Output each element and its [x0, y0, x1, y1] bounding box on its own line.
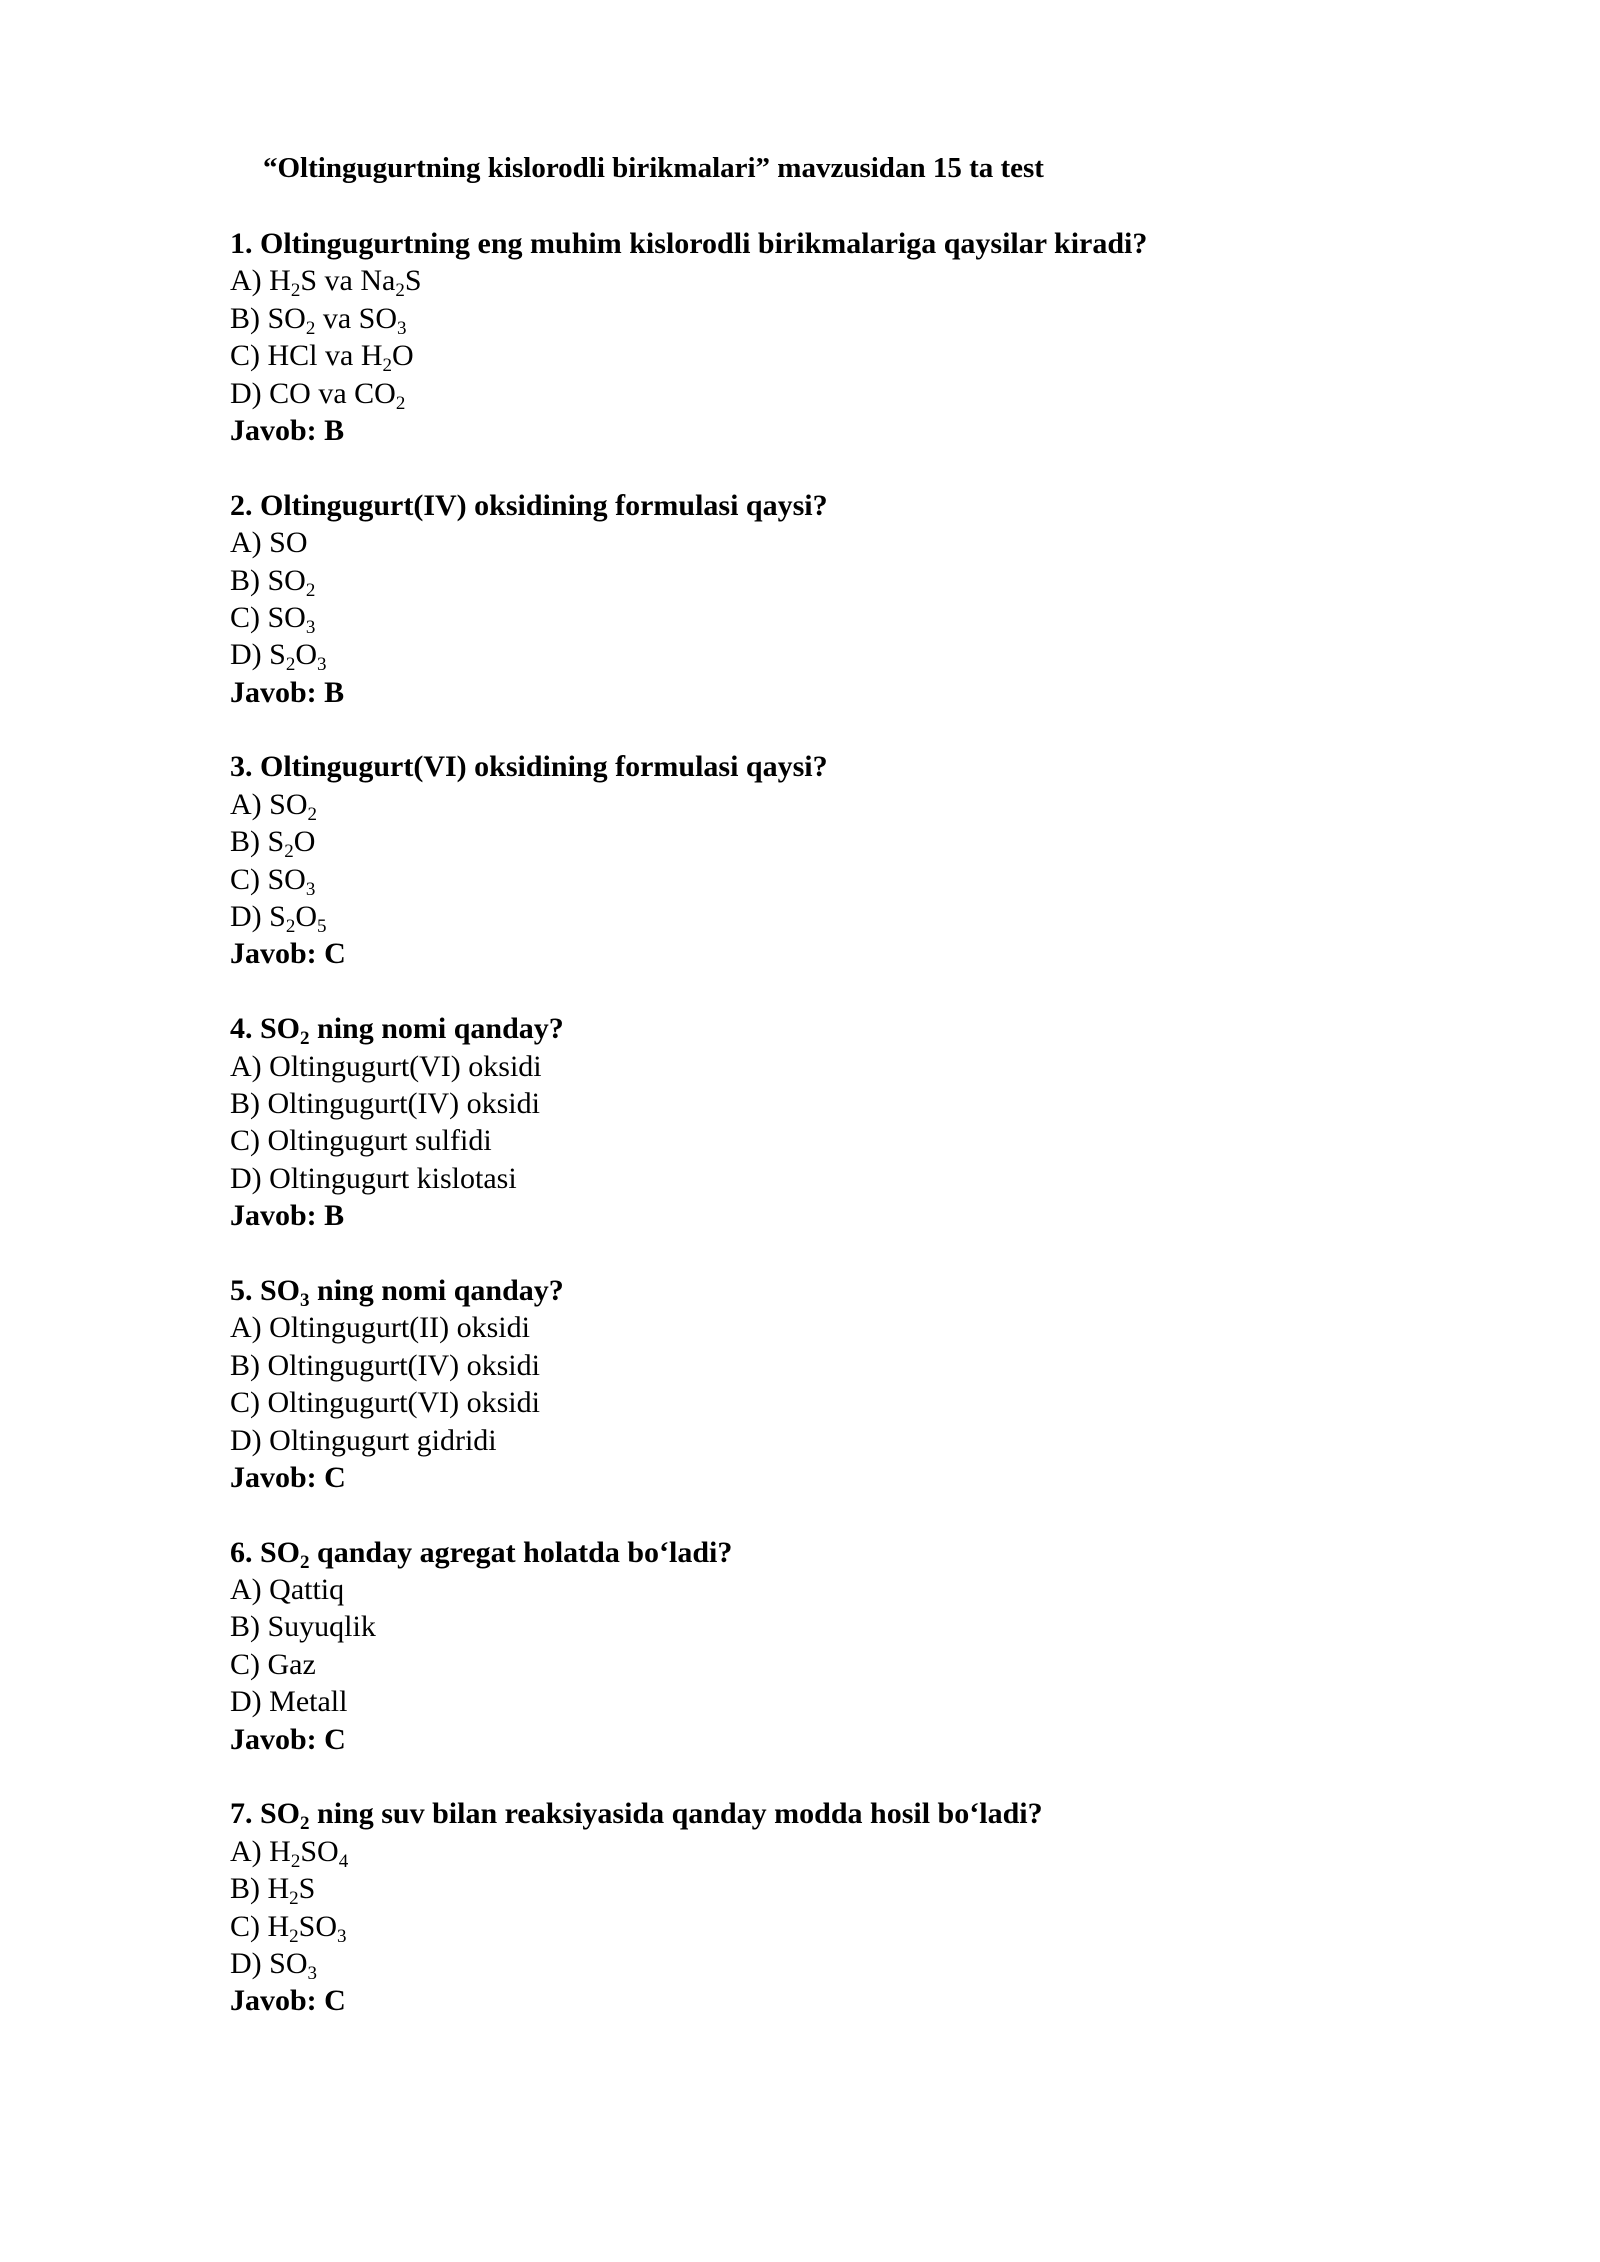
text-run: C) Gaz [230, 1647, 316, 1681]
subscript: 2 [284, 841, 294, 863]
subscript: 2 [289, 1925, 299, 1947]
question-block [230, 1272, 1430, 1534]
text-run: ning suv bilan reaksiyasida qanday modda hosil bo‘ladi? [309, 1797, 1043, 1831]
text-run: O [392, 339, 414, 373]
correct-answer: Javob: C [230, 1984, 346, 2018]
answer-option [230, 1608, 1430, 1645]
text-run: 7. SO [230, 1797, 301, 1831]
question-text [230, 1010, 1430, 1050]
question-text [230, 487, 1430, 524]
text-run: A) SO [230, 526, 308, 560]
answer-option [230, 1122, 1430, 1159]
question-spacer [230, 1758, 1430, 1795]
text-run: B) SO [230, 563, 306, 597]
text-run: 2. Oltingugurt(IV) oksidining formulasi qaysi? [230, 488, 828, 522]
answer-option [230, 636, 1430, 676]
question-text [230, 1534, 1430, 1571]
subscript: 2 [285, 916, 296, 938]
answer-option [230, 1160, 1430, 1197]
question-spacer [230, 449, 1430, 486]
subscript: 2 [300, 1551, 310, 1573]
question-spacer [230, 1235, 1430, 1272]
answer-option [230, 823, 1430, 863]
subscript: 2 [285, 654, 296, 676]
answer-option [230, 1309, 1430, 1346]
text-run: C) H [230, 1909, 290, 1943]
text-run: O [295, 638, 318, 672]
subscript: 2 [300, 1028, 310, 1050]
answer-option [230, 1908, 1430, 1945]
text-run: A) Oltingugurt(VI) oksidi [230, 1049, 542, 1083]
text-run: ning nomi qanday? [309, 1012, 564, 1046]
text-run: C) Oltingugurt sulfidi [230, 1124, 492, 1158]
text-run: B) SO [230, 301, 306, 335]
text-run: B) S [230, 825, 285, 859]
text-run: A) Oltingugurt(II) oksidi [230, 1311, 530, 1345]
text-run: D) SO [230, 1946, 308, 1980]
question-block [230, 748, 1430, 1010]
subscript: 2 [305, 579, 316, 601]
text-run: D) S [230, 900, 286, 934]
answer-option [230, 524, 1430, 561]
text-run: 6. SO [230, 1535, 301, 1569]
text-run: va SO [315, 301, 398, 335]
correct-answer: Javob: B [230, 675, 345, 709]
answer-option [230, 1085, 1430, 1122]
text-run: S va Na [300, 264, 396, 298]
question-text [230, 225, 1430, 262]
correct-answer: Javob: B [230, 1199, 345, 1233]
question-block [230, 487, 1430, 749]
answer-option [230, 1422, 1430, 1459]
answer-option [230, 562, 1430, 599]
answer-option [230, 300, 1430, 337]
answer-option [230, 1683, 1430, 1720]
text-run: 5. SO [230, 1273, 301, 1307]
document-page [230, 150, 1430, 2020]
answer-option [230, 786, 1430, 823]
answer-option [230, 1571, 1430, 1608]
answer-option [230, 375, 1430, 412]
subscript: 3 [317, 654, 327, 676]
answer-option [230, 1833, 1430, 1870]
text-run: SO [300, 1834, 339, 1868]
question-block [230, 1010, 1430, 1272]
text-run: B) Oltingugurt(IV) oksidi [230, 1348, 540, 1382]
question-block [230, 1534, 1430, 1796]
text-run: D) Metall [230, 1685, 348, 1719]
answer-option [230, 1347, 1430, 1384]
answer-option [230, 861, 1430, 898]
subscript: 3 [337, 1925, 347, 1947]
subscript: 4 [338, 1850, 349, 1872]
text-run: O [293, 825, 316, 859]
correct-answer: Javob: C [230, 937, 346, 971]
answer-option [230, 1646, 1430, 1683]
text-run: D) Oltingugurt gidridi [230, 1423, 497, 1457]
answer-option [230, 1945, 1430, 1982]
subscript: 3 [305, 616, 316, 638]
subscript: 2 [290, 280, 301, 302]
question-spacer [230, 1496, 1430, 1533]
text-run: C) Oltingugurt(VI) oksidi [230, 1386, 540, 1420]
text-run: 3. Oltingugurt(VI) oksidining formulasi qaysi? [230, 750, 828, 784]
text-run: B) Oltingugurt(IV) oksidi [230, 1086, 540, 1120]
text-run: C) SO [230, 600, 306, 634]
question-text [230, 748, 1430, 785]
answer-option [230, 1384, 1430, 1421]
question-list [230, 225, 1430, 2020]
text-run: A) Qattiq [230, 1573, 345, 1607]
subscript: 2 [395, 280, 405, 302]
text-run: SO [298, 1909, 338, 1943]
answer-option [230, 1870, 1430, 1910]
question-text [230, 1272, 1430, 1309]
subscript: 3 [307, 1962, 318, 1984]
text-run: 4. SO [230, 1012, 301, 1046]
text-run: O [295, 900, 318, 934]
document-title: “Oltingugurtning kislorodli birikmalari” mavzusidan 15 ta test [263, 152, 1044, 184]
title-spacer [230, 187, 1430, 225]
text-run: B) H [230, 1872, 290, 1906]
text-run: A) H [230, 1834, 291, 1868]
subscript: 2 [290, 1850, 301, 1872]
text-run: ning nomi qanday? [309, 1273, 564, 1307]
subscript: 2 [289, 1888, 299, 1910]
text-run: A) H [230, 264, 291, 298]
answer-option [230, 898, 1430, 938]
text-run: C) HCl va H [230, 339, 383, 373]
question-spacer [230, 973, 1430, 1010]
answer-option [230, 599, 1430, 636]
subscript: 3 [397, 317, 407, 339]
subscript: 3 [305, 878, 316, 900]
subscript: 2 [305, 317, 316, 339]
subscript: 2 [307, 803, 318, 825]
text-run: 1. Oltingugurtning eng muhim kislorodli birikmalariga qaysilar kiradi? [230, 227, 1148, 260]
subscript: 5 [317, 916, 327, 938]
text-run: D) S [230, 638, 286, 672]
correct-answer: Javob: C [230, 1722, 346, 1756]
text-run: C) SO [230, 862, 306, 896]
question-text [230, 1795, 1430, 1835]
text-run: S [404, 264, 422, 298]
text-run: B) Suyuqlik [230, 1610, 376, 1644]
text-run: qanday agregat holatda bo‘ladi? [309, 1535, 733, 1569]
subscript: 3 [300, 1289, 310, 1311]
text-run: A) SO [230, 787, 308, 821]
subscript: 2 [382, 355, 392, 377]
answer-option [230, 262, 1430, 302]
question-block [230, 1795, 1430, 2019]
correct-answer: Javob: B [230, 413, 345, 447]
answer-option [230, 1048, 1430, 1085]
subscript: 2 [395, 392, 406, 414]
subscript: 2 [300, 1813, 310, 1835]
correct-answer: Javob: C [230, 1460, 346, 1494]
question-spacer [230, 711, 1430, 748]
text-run: S [298, 1872, 316, 1906]
text-run: D) CO va CO [230, 376, 396, 410]
question-block [230, 225, 1430, 487]
text-run: D) Oltingugurt kislotasi [230, 1161, 517, 1195]
answer-option [230, 337, 1430, 377]
